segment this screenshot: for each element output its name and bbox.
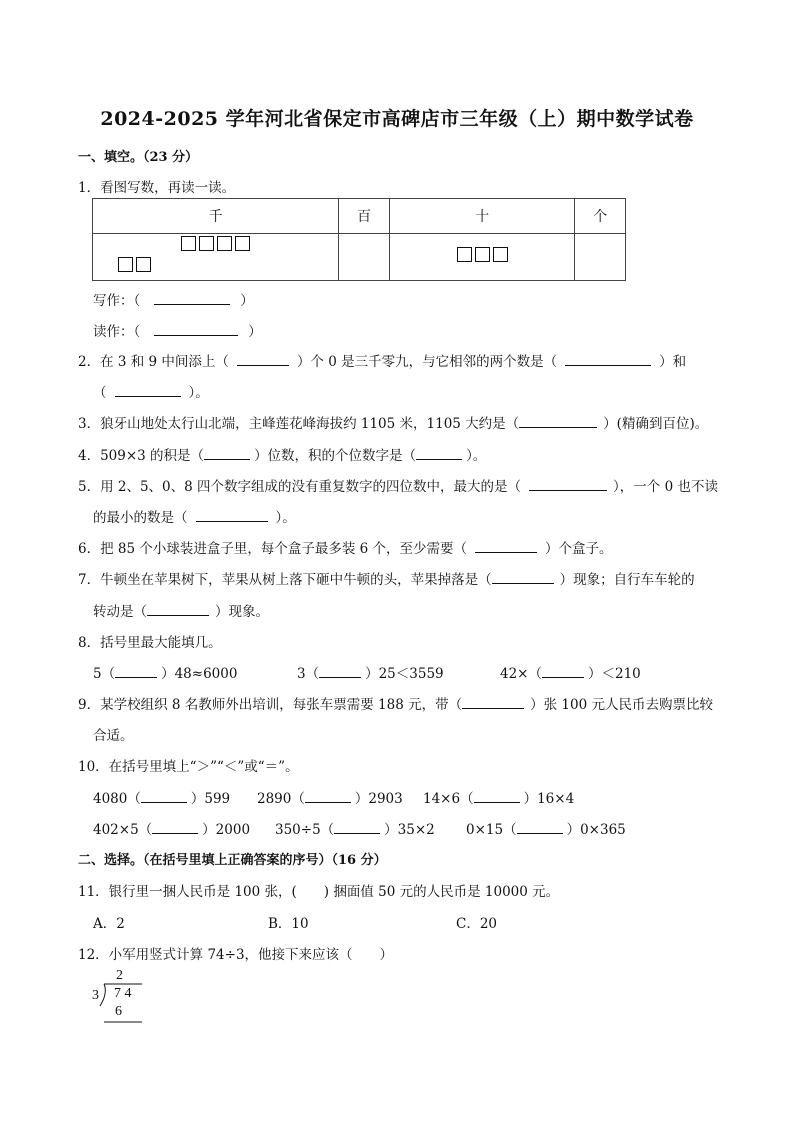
exam-title: 2024-2025 学年河北省保定市高碑店市三年级（上）期中数学试卷 <box>100 108 694 130</box>
answer-blank[interactable] <box>196 509 268 522</box>
option-a[interactable]: A．2 <box>93 916 125 932</box>
q5-text-a: 5．用 2、5、0、8 四个数字组成的没有重复数字的四位数中，最大的是（ <box>78 479 522 495</box>
square-icon <box>217 236 232 251</box>
q10-item-pre: 4080（ <box>93 791 141 807</box>
q10-item-1 <box>93 787 230 807</box>
q9-text-a: 9．某学校组织 8 名教师外出培训，每张车票需要 188 元，带（ <box>78 697 463 713</box>
q2-text-b: ）个 0 是三千零九，与它相邻的两个数是（ <box>296 354 558 370</box>
division-divisor: 3 <box>92 988 99 1003</box>
division-quotient: 2 <box>116 968 123 983</box>
q8-item-3 <box>500 662 641 682</box>
q10-item-post: ）599 <box>190 791 231 807</box>
cell-thousands <box>93 234 339 281</box>
q10-item-6 <box>466 818 626 838</box>
question-5 <box>78 475 718 495</box>
q8-item-post: ）＜210 <box>588 666 641 682</box>
question-11: 11．银行里一捆人民币是 100 张，( ) 捆面值 50 元的人民币是 10000 元。 <box>78 884 560 900</box>
square-icon <box>493 247 508 262</box>
header-ones: 个 <box>575 199 626 234</box>
q5-text-c: 的最小的数是（ <box>93 510 188 526</box>
answer-blank[interactable] <box>474 790 520 803</box>
q10-item-pre: 350÷5（ <box>275 822 335 838</box>
answer-blank[interactable] <box>237 353 289 366</box>
q4-text-c: ）。 <box>466 448 487 464</box>
q7-text-c: 转动是（ <box>93 604 147 620</box>
answer-blank[interactable] <box>529 478 607 491</box>
q3-text-b: ）(精确到百位)。 <box>603 416 709 432</box>
q5-text-d: ）。 <box>275 510 296 526</box>
square-icon <box>199 236 214 251</box>
square-icon <box>475 247 490 262</box>
answer-blank[interactable] <box>565 353 651 366</box>
square-icon <box>118 257 133 272</box>
question-12: 12．小军用竖式计算 74÷3，他接下来应该（ ） <box>78 947 394 963</box>
q7-text-d: ）现象。 <box>215 604 269 620</box>
q8-item-post: ）25＜3559 <box>365 666 444 682</box>
question-7-cont <box>93 600 269 620</box>
place-value-table <box>92 198 626 281</box>
q10-item-pre: 2890（ <box>257 791 305 807</box>
q10-item-post: ）16×4 <box>523 791 575 807</box>
cell-hundreds <box>339 234 390 281</box>
q8-item-pre: 42×（ <box>500 666 542 682</box>
square-icon <box>235 236 250 251</box>
q10-item-pre: 14×6（ <box>423 791 474 807</box>
answer-blank[interactable] <box>305 790 351 803</box>
square-icon <box>457 247 472 262</box>
question-8: 8．括号里最大能填几。 <box>78 635 222 651</box>
cell-ones <box>575 234 626 281</box>
q10-item-3 <box>423 787 574 807</box>
answer-blank[interactable] <box>475 540 537 553</box>
answer-blank[interactable] <box>319 665 361 678</box>
q8-item-2 <box>297 662 444 682</box>
answer-blank[interactable] <box>416 447 462 460</box>
question-2-cont <box>93 381 209 401</box>
answer-blank[interactable] <box>147 603 209 616</box>
close-paren: ） <box>248 324 262 340</box>
header-thousands: 千 <box>93 199 339 234</box>
answer-blank[interactable] <box>204 447 250 460</box>
q10-item-post: ）35×2 <box>384 822 435 838</box>
option-b[interactable]: B．10 <box>268 916 309 932</box>
q10-item-pre: 0×15（ <box>466 822 517 838</box>
answer-blank[interactable] <box>141 790 187 803</box>
q2-text-d: （ <box>93 385 107 401</box>
q10-item-post: ）2000 <box>202 822 251 838</box>
square-icon <box>181 236 196 251</box>
answer-blank[interactable] <box>492 571 554 584</box>
cell-tens <box>389 234 575 281</box>
answer-blank[interactable] <box>115 384 181 397</box>
question-5-cont <box>93 506 296 526</box>
question-1: 1．看图写数，再读一读。 <box>78 180 236 196</box>
read-as-line <box>93 320 262 340</box>
q10-item-4 <box>93 818 250 838</box>
write-as-line <box>93 289 254 309</box>
q10-item-pre: 402×5（ <box>93 822 153 838</box>
question-10: 10．在括号里填上“＞”“＜”或“＝”。 <box>78 759 299 775</box>
q7-text-b: ）现象；自行车车轮的 <box>559 572 695 588</box>
answer-blank[interactable] <box>152 821 198 834</box>
q4-text-b: ）位数，积的个位数字是（ <box>254 448 417 464</box>
read-label: 读作：（ <box>93 324 141 340</box>
q10-item-post: ）2903 <box>354 791 403 807</box>
question-6 <box>78 537 613 557</box>
header-hundreds: 百 <box>339 199 390 234</box>
section-heading-choice: 二、选择。（在括号里填上正确答案的序号）（16 分） <box>78 853 387 868</box>
answer-blank[interactable] <box>517 821 563 834</box>
q10-item-post: ）0×365 <box>566 822 626 838</box>
option-c[interactable]: C．20 <box>456 916 498 932</box>
question-9-cont: 合适。 <box>93 728 134 744</box>
answer-blank[interactable] <box>462 696 524 709</box>
close-paren: ） <box>240 293 254 309</box>
division-dividend: 7 4 <box>114 986 132 1001</box>
q5-text-b: ），一个 0 也不读 <box>613 479 718 495</box>
q10-item-5 <box>275 818 435 838</box>
q8-item-pre: 3（ <box>297 666 320 682</box>
q7-text-a: 7．牛顿坐在苹果树下，苹果从树上落下砸中牛顿的头，苹果掉落是（ <box>78 572 492 588</box>
q2-text-e: ）。 <box>188 385 209 401</box>
header-tens: 十 <box>389 199 575 234</box>
answer-blank[interactable] <box>519 415 597 428</box>
q9-text-b: ）张 100 元人民币去购票比较 <box>530 697 713 713</box>
answer-blank[interactable] <box>115 665 157 678</box>
q6-text-a: 6．把 85 个小球装进盒子里，每个盒子最多装 6 个，至少需要（ <box>78 541 468 557</box>
q6-text-b: ）个盒子。 <box>545 541 613 557</box>
q2-text-a: 2．在 3 和 9 中间添上（ <box>78 354 229 370</box>
long-division <box>90 968 150 1028</box>
question-2 <box>78 350 686 370</box>
q8-item-1 <box>93 662 237 682</box>
square-icon <box>136 257 151 272</box>
question-9 <box>78 693 713 713</box>
question-4 <box>78 444 486 464</box>
section-heading-fill: 一、填空。（23 分） <box>78 150 199 165</box>
answer-blank[interactable] <box>154 323 238 336</box>
q10-item-2 <box>257 787 403 807</box>
q2-text-c: ）和 <box>659 354 687 370</box>
write-label: 写作：（ <box>93 293 141 309</box>
question-7 <box>78 568 695 588</box>
q4-text-a: 4．509×3 的积是（ <box>78 448 205 464</box>
answer-blank[interactable] <box>334 821 380 834</box>
q8-item-post: ）48≈6000 <box>161 666 238 682</box>
answer-blank[interactable] <box>154 292 230 305</box>
answer-blank[interactable] <box>542 665 584 678</box>
division-product: 6 <box>115 1004 122 1019</box>
q3-text-a: 3．狼牙山地处太行山北端，主峰莲花峰海拔约 1105 米，1105 大约是（ <box>78 416 520 432</box>
question-3 <box>78 412 708 432</box>
q8-item-pre: 5（ <box>93 666 116 682</box>
